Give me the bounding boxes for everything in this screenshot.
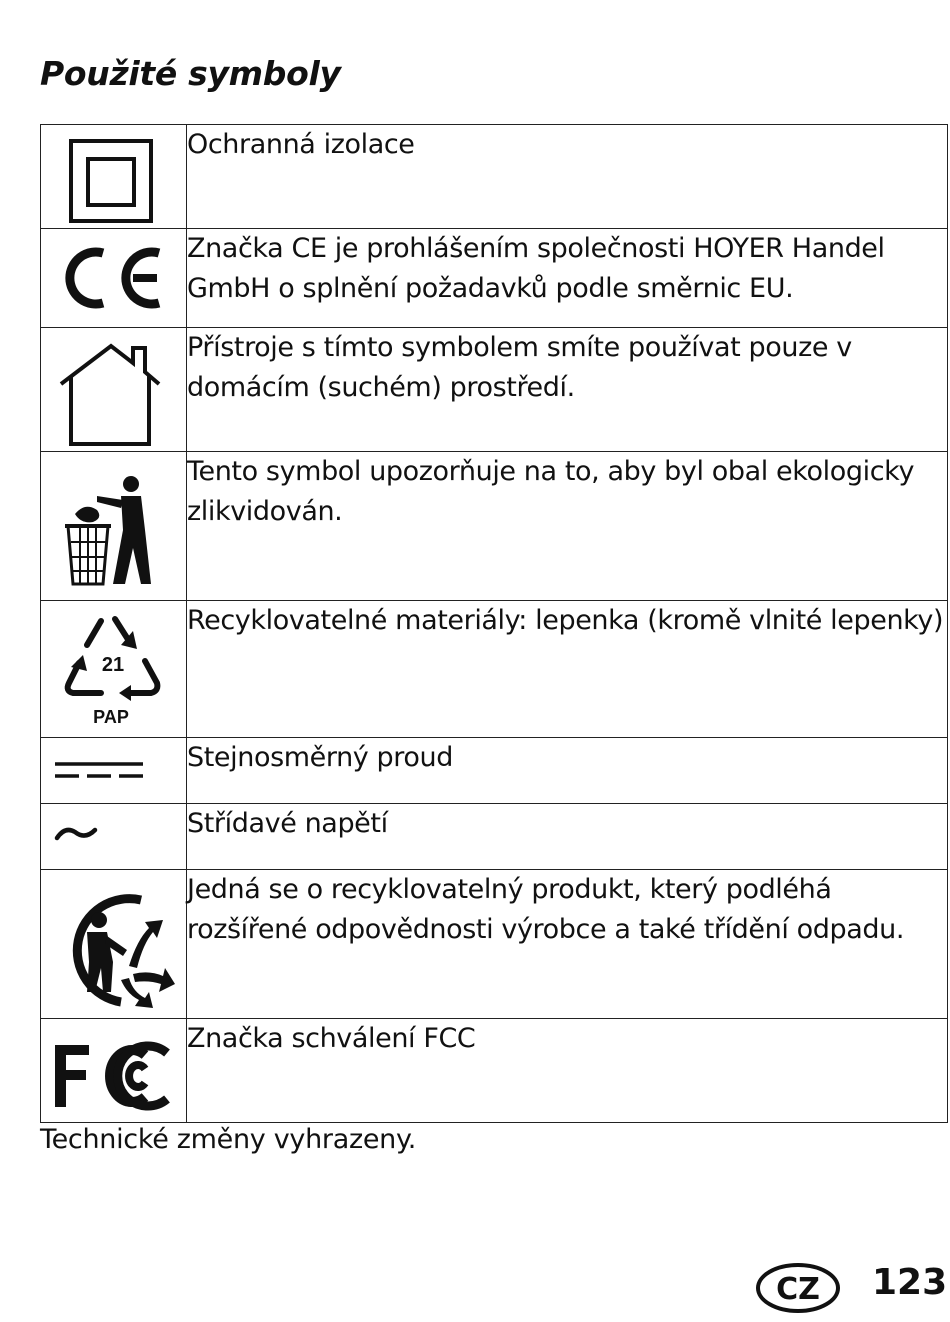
indoor-house-icon bbox=[41, 328, 186, 451]
table-row bbox=[41, 738, 948, 804]
symbol-description: Střídavé napětí bbox=[187, 804, 948, 870]
symbol-description: Přístroje s tímto symbolem smíte používat pouze v domácím (suchém) prostředí. bbox=[187, 328, 948, 452]
symbol-description: Recyklovatelné materiály: lepenka (kromě vlnité lepenky) bbox=[187, 601, 948, 738]
icon-cell bbox=[41, 601, 187, 738]
table-row bbox=[41, 601, 948, 738]
symbol-description: Značka schválení FCC bbox=[187, 1019, 948, 1123]
table-row bbox=[41, 1019, 948, 1123]
symbols-table bbox=[40, 124, 948, 1123]
page-title: Použité symboly bbox=[40, 54, 341, 93]
symbol-description: Tento symbol upozorňuje na to, aby byl obal ekologicky zlikvidován. bbox=[187, 452, 948, 601]
symbol-description: Stejnosměrný proud bbox=[187, 738, 948, 804]
ce-mark-icon bbox=[41, 229, 186, 327]
table-row bbox=[41, 870, 948, 1019]
country-code: CZ bbox=[776, 1272, 820, 1307]
table-row bbox=[41, 804, 948, 870]
double-insulation-icon bbox=[41, 125, 186, 228]
technical-changes-note: Technické změny vyhrazeny. bbox=[40, 1124, 417, 1155]
triman-icon bbox=[41, 870, 186, 1018]
direct-current-icon bbox=[41, 738, 186, 803]
symbol-description: Značka CE je prohlášením společnosti HOYER Handel GmbH o splnění požadavků podle směrnic EU. bbox=[187, 229, 948, 328]
page-number: 123 bbox=[872, 1262, 948, 1303]
icon-cell bbox=[41, 125, 187, 229]
icon-cell bbox=[41, 738, 187, 804]
recycling-material-label: PAP bbox=[93, 707, 129, 727]
alternating-voltage-icon bbox=[41, 804, 186, 869]
tidy-man-disposal-icon bbox=[41, 452, 186, 600]
recycling-pap-21-icon bbox=[41, 601, 186, 737]
country-badge bbox=[755, 1262, 841, 1314]
symbol-description: Jedná se o recyklovatelný produkt, který podléhá rozšířené odpovědnosti výrobce a také třídění odpadu. bbox=[187, 870, 948, 1019]
recycling-code-label: 21 bbox=[101, 654, 125, 676]
icon-cell bbox=[41, 1019, 187, 1123]
icon-cell bbox=[41, 804, 187, 870]
table-row bbox=[41, 125, 948, 229]
icon-cell bbox=[41, 870, 187, 1019]
fcc-mark-icon bbox=[41, 1019, 186, 1122]
icon-cell bbox=[41, 452, 187, 601]
symbol-description: Ochranná izolace bbox=[187, 125, 948, 229]
table-row bbox=[41, 328, 948, 452]
icon-cell bbox=[41, 328, 187, 452]
icon-cell bbox=[41, 229, 187, 328]
table-row bbox=[41, 229, 948, 328]
table-row bbox=[41, 452, 948, 601]
